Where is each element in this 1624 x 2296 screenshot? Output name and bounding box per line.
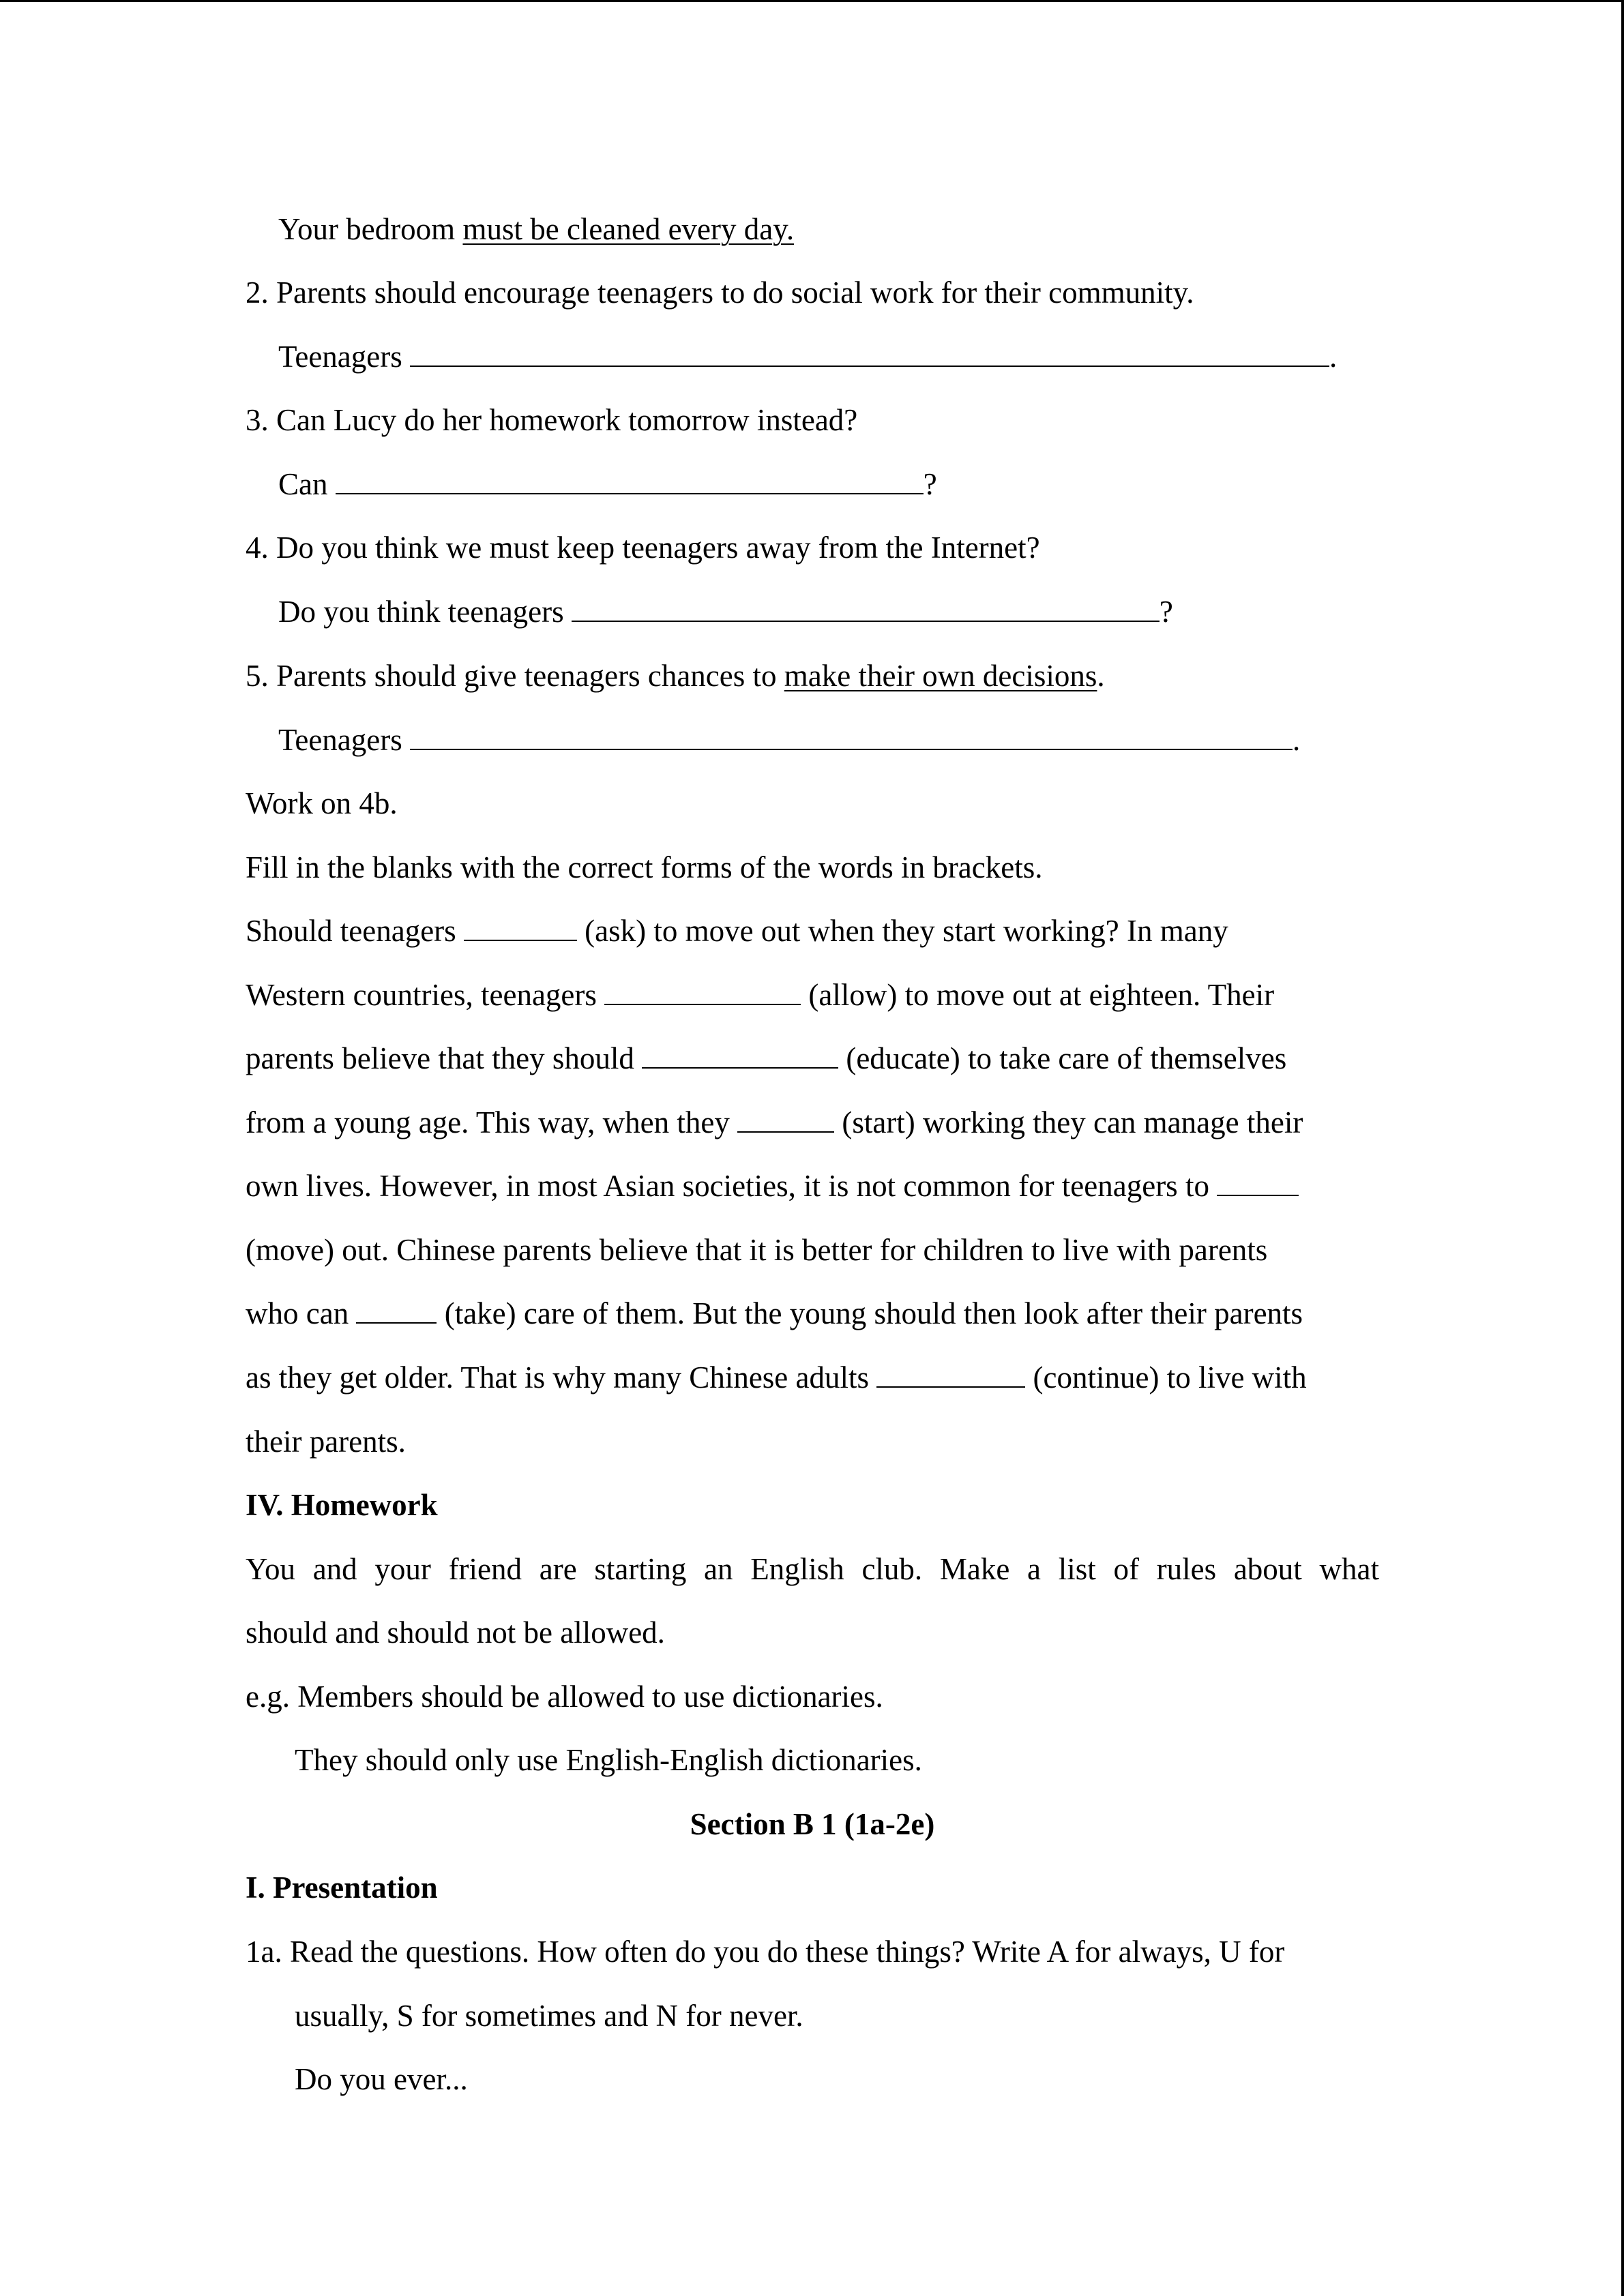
example-text: Your bedroom: [278, 212, 463, 246]
passage-line-4: [246, 1103, 1303, 1142]
passage-text: (ask) to move out when they start working? In many: [576, 914, 1228, 948]
question-3-text: 3. Can Lucy do her homework tomorrow instead?: [246, 403, 858, 437]
passage-text: Should teenagers: [246, 914, 464, 948]
work-4b-instruction-text: Fill in the blanks with the correct forms of the words in brackets.: [246, 850, 1043, 884]
section-title-text: Section B 1 (1a-2e): [690, 1807, 935, 1841]
answer-blank-2[interactable]: [410, 338, 1329, 367]
answer-line-4: [278, 593, 1173, 631]
passage-text: (continue) to live with: [1025, 1360, 1307, 1395]
homework-heading: [246, 1486, 438, 1524]
passage-text: (take) care of them. But the young should then look after their parents: [437, 1296, 1303, 1330]
example-answer-line: [278, 210, 794, 248]
answer-3-prefix: Can: [278, 467, 336, 501]
passage-text: from a young age. This way, when they: [246, 1105, 738, 1139]
question-4-text: 4. Do you think we must keep teenagers away from the Internet?: [246, 531, 1040, 565]
homework-text: should and should not be allowed.: [246, 1615, 665, 1650]
homework-text-line-1: [246, 1550, 1379, 1588]
passage-blank-allow[interactable]: [604, 976, 801, 1005]
passage-text: who can: [246, 1296, 357, 1330]
work-4b-heading: [246, 784, 398, 822]
answer-line-2: [278, 338, 1337, 376]
page-right-border: [1621, 0, 1624, 2296]
answer-blank-3[interactable]: [336, 466, 924, 494]
passage-text: their parents.: [246, 1425, 406, 1459]
passage-line-3: [246, 1039, 1286, 1077]
homework-example-text: They should only use English-English dictionaries.: [295, 1743, 922, 1777]
passage-line-7: [246, 1294, 1303, 1332]
passage-line-5: [246, 1167, 1299, 1205]
question-1a-text: 1a. Read the questions. How often do you do these things? Write A for always, U for: [246, 1935, 1285, 1969]
passage-text: Western countries, teenagers: [246, 978, 605, 1012]
work-4b-heading-text: Work on 4b.: [246, 786, 398, 820]
passage-text: (allow) to move out at eighteen. Their: [801, 978, 1275, 1012]
homework-text: You and your friend are starting an English club. Make a list of rules about what: [246, 1552, 1379, 1586]
answer-2-end: .: [1329, 340, 1338, 374]
question-4: [246, 528, 1040, 567]
homework-example-text: e.g. Members should be allowed to use dictionaries.: [246, 1680, 883, 1714]
answer-3-end: ?: [923, 467, 937, 501]
passage-text: parents believe that they should: [246, 1041, 643, 1075]
section-title: [246, 1805, 1379, 1843]
answer-2-prefix: Teenagers: [278, 340, 410, 374]
passage-blank-ask[interactable]: [464, 912, 577, 941]
question-3: [246, 401, 857, 439]
question-1a-text: Do you ever...: [295, 2062, 468, 2096]
question-1a-line-2: [295, 1997, 803, 2035]
passage-blank-take[interactable]: [356, 1295, 437, 1324]
passage-line-9: [246, 1422, 406, 1461]
passage-blank-educate[interactable]: [642, 1040, 838, 1069]
question-5-end: .: [1097, 659, 1105, 693]
passage-text: (start) working they can manage their: [834, 1105, 1303, 1139]
passage-text: (educate) to take care of themselves: [838, 1041, 1287, 1075]
passage-text: as they get older. That is why many Chinese adults: [246, 1360, 877, 1395]
answer-blank-4[interactable]: [572, 593, 1160, 622]
question-2-text: 2. Parents should encourage teenagers to do social work for their community.: [246, 275, 1194, 310]
answer-4-end: ?: [1159, 595, 1173, 629]
example-underlined-answer: must be cleaned every day.: [462, 212, 795, 246]
passage-blank-continue[interactable]: [876, 1359, 1025, 1388]
answer-blank-5[interactable]: [410, 721, 1293, 750]
passage-line-1: [246, 912, 1228, 950]
passage-blank-start[interactable]: [737, 1104, 834, 1133]
question-5-text: 5. Parents should give teenagers chances to: [246, 659, 784, 693]
passage-text: own lives. However, in most Asian societies, it is not common for teenagers to: [246, 1169, 1217, 1203]
presentation-heading: [246, 1868, 438, 1907]
question-5-underlined: make their own decisions: [784, 659, 1097, 693]
question-1a-text: usually, S for sometimes and N for never.: [295, 1999, 803, 2033]
answer-5-prefix: Teenagers: [278, 723, 410, 757]
work-4b-instruction: [246, 848, 1042, 886]
homework-text-line-2: [246, 1613, 665, 1652]
passage-blank-move[interactable]: [1217, 1167, 1299, 1196]
answer-4-prefix: Do you think teenagers: [278, 595, 572, 629]
question-1a-line-3: [295, 2060, 468, 2098]
passage-line-8: [246, 1358, 1307, 1397]
question-5: [246, 657, 1105, 695]
homework-heading-text: IV. Homework: [246, 1488, 438, 1522]
answer-5-end: .: [1293, 723, 1301, 757]
presentation-heading-text: I. Presentation: [246, 1870, 438, 1905]
homework-example-1: [246, 1678, 883, 1716]
question-1a-line-1: [246, 1933, 1284, 1971]
passage-line-6: [246, 1231, 1267, 1269]
answer-line-5: [278, 721, 1300, 759]
homework-example-2: [295, 1741, 922, 1779]
question-2: [246, 273, 1194, 312]
passage-text: (move) out. Chinese parents believe that it is better for children to live with parents: [246, 1233, 1268, 1267]
page-top-border: [0, 0, 1624, 2]
answer-line-3: [278, 465, 937, 503]
passage-line-2: [246, 976, 1274, 1014]
